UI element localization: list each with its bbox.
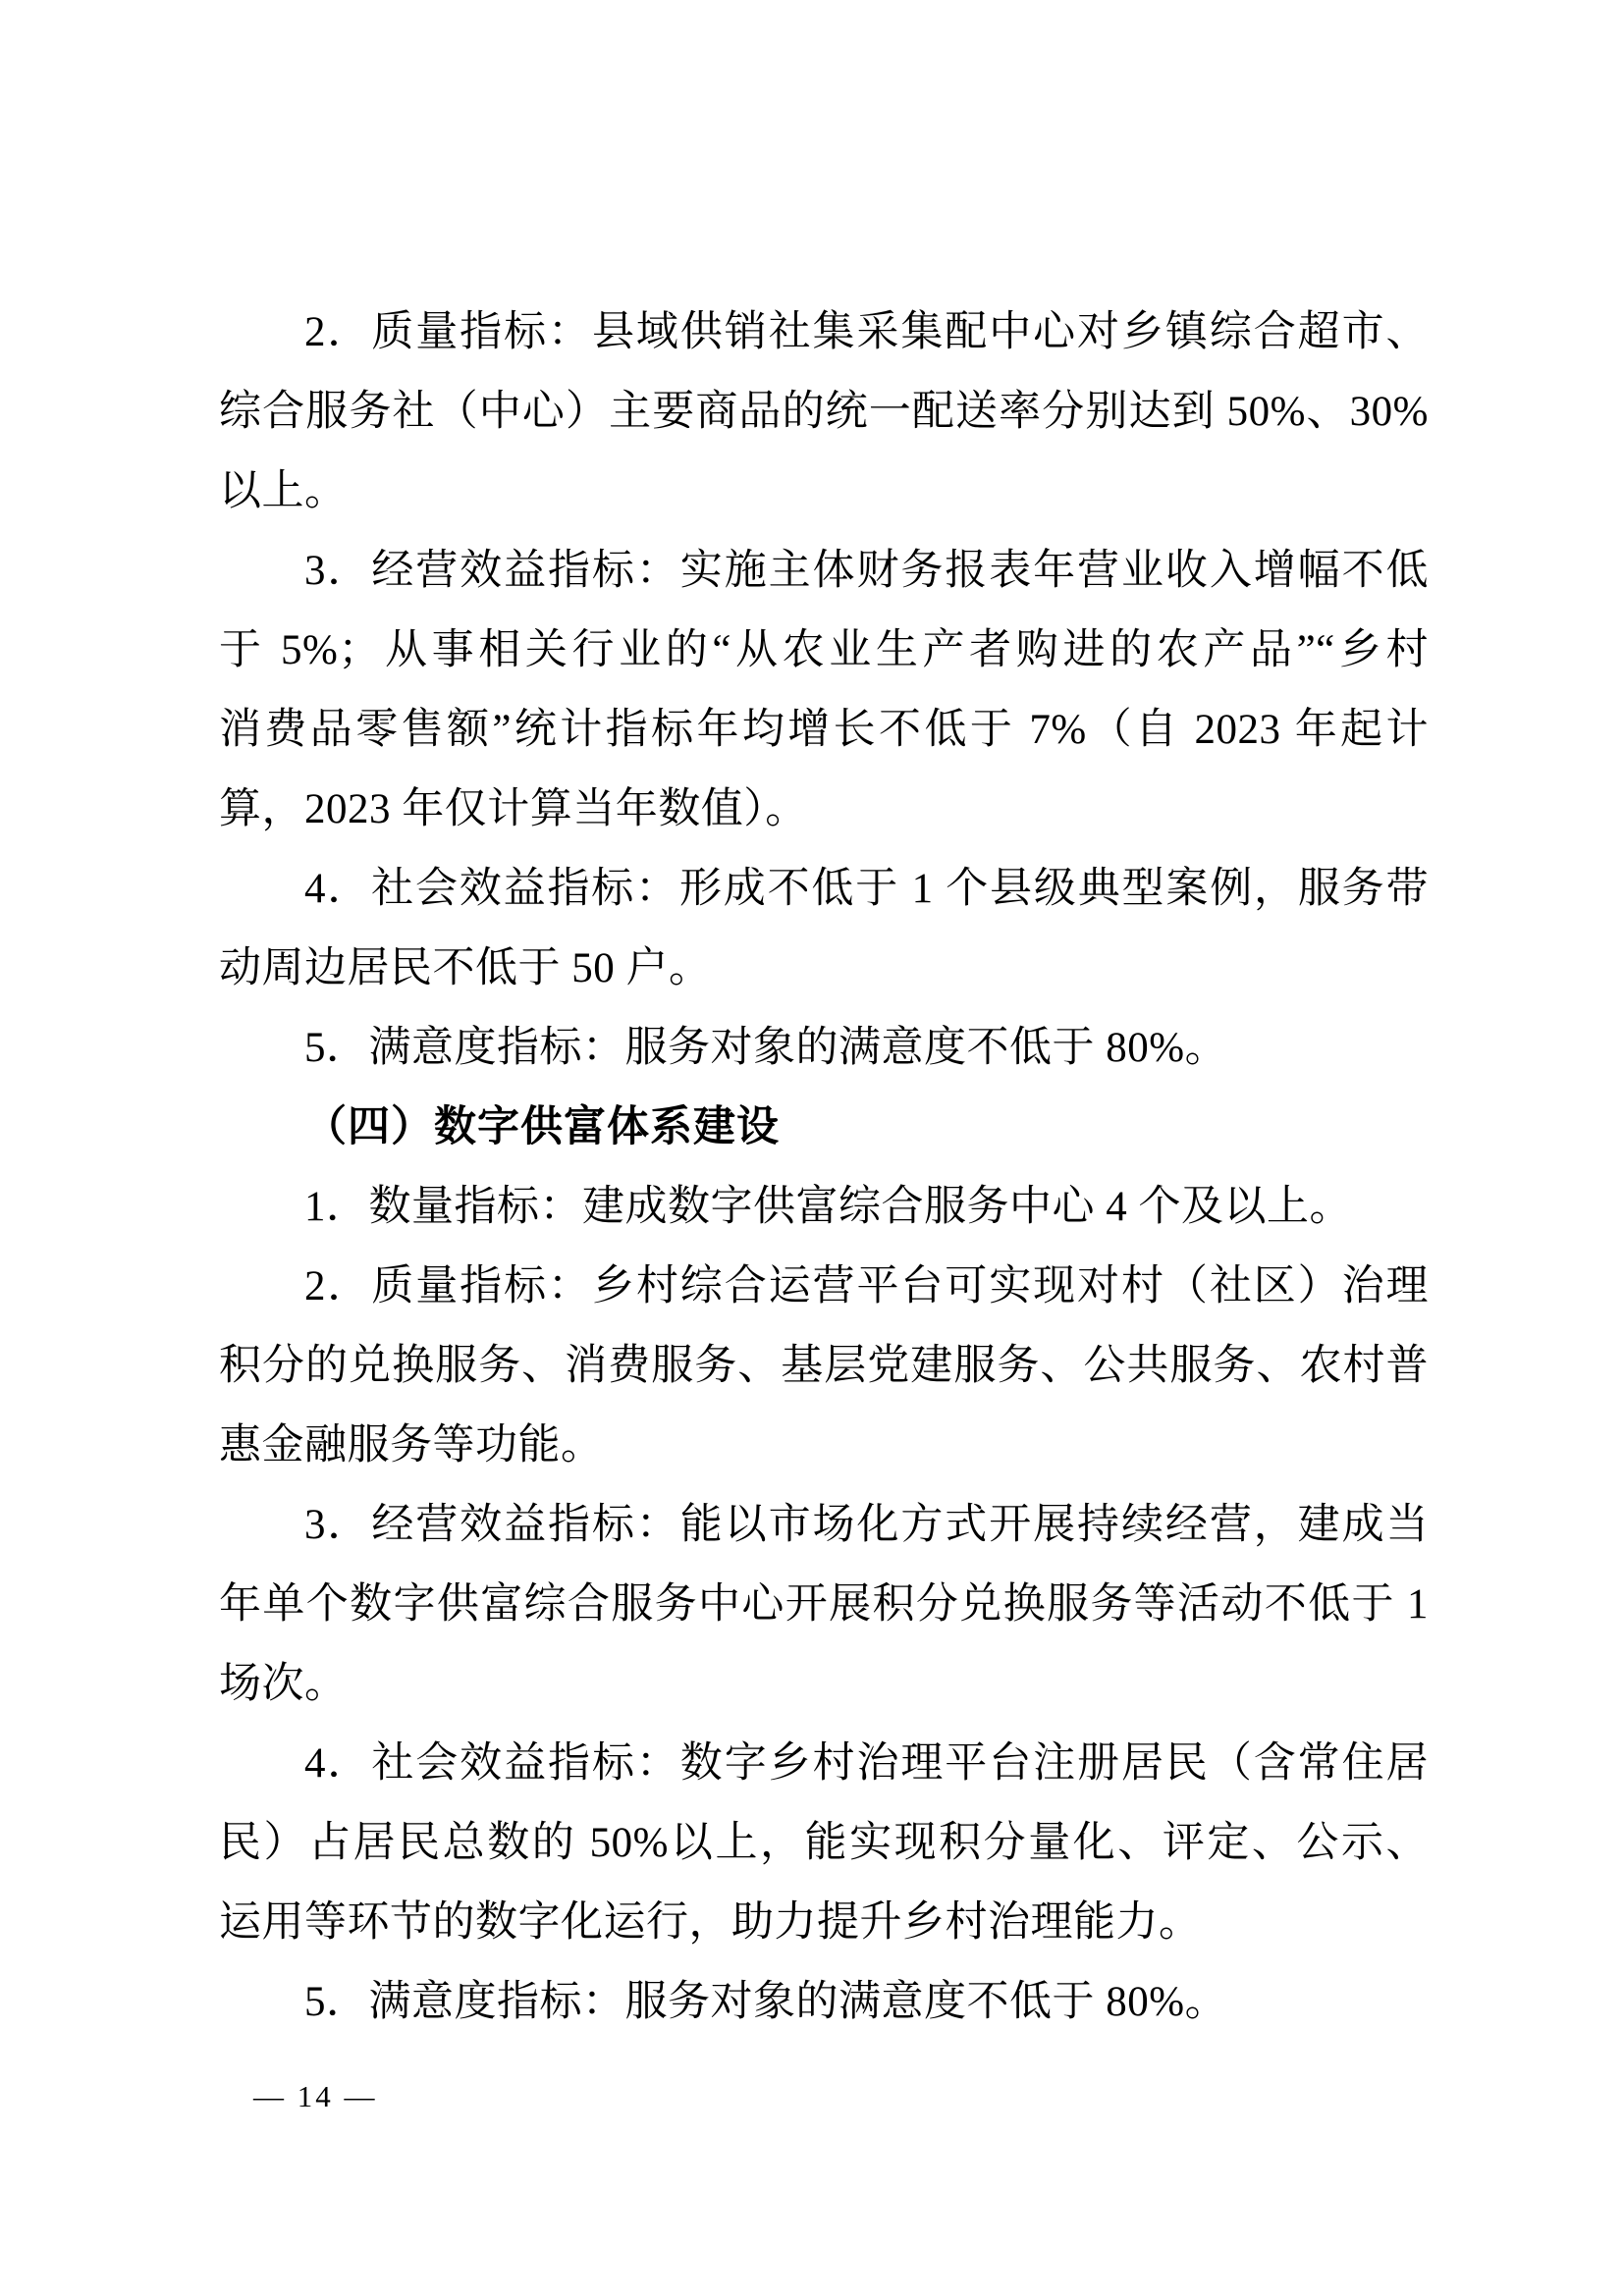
paragraph <box>219 293 1429 531</box>
text-line: 消费品零售额”统计指标年均增长不低于 7%（自 2023 年起计 <box>219 707 1429 753</box>
text-line: 动周边居民不低于 50 户。 <box>219 945 712 991</box>
text-line: 惠金融服务等功能。 <box>219 1422 604 1468</box>
text-line: 综合服务社（中心）主要商品的统一配送率分别达到 50%、30% <box>219 389 1429 435</box>
text-line: 场次。 <box>219 1661 348 1707</box>
text-line: （四）数字供富体系建设 <box>304 1104 780 1150</box>
text-line: 算，2023 年仅计算当年数值）。 <box>219 786 808 832</box>
text-line: 2．质量指标：县域供销社集采集配中心对乡镇综合超市、 <box>304 309 1429 355</box>
paragraph <box>219 1167 1429 1247</box>
text-line: 5．满意度指标：服务对象的满意度不低于 80%。 <box>304 1979 1228 2025</box>
text-line: 以上。 <box>219 468 348 514</box>
paragraph <box>219 1724 1429 1962</box>
text-line: 4．社会效益指标：形成不低于 1 个县级典型案例，服务带 <box>304 866 1429 912</box>
paragraph <box>219 849 1429 1008</box>
text-line: 运用等环节的数字化运行，助力提升乡村治理能力。 <box>219 1899 1202 1946</box>
document-body <box>219 293 1429 2042</box>
section-heading <box>219 1088 1429 1167</box>
text-line: 4．社会效益指标：数字乡村治理平台注册居民（含常住居 <box>304 1740 1429 1787</box>
paragraph <box>219 1008 1429 1088</box>
text-line: 民）占居民总数的 50%以上，能实现积分量化、评定、公示、 <box>219 1820 1429 1866</box>
text-line: 于 5%；从事相关行业的“从农业生产者购进的农产品”“乡村 <box>219 627 1429 673</box>
text-line: 3．经营效益指标：实施主体财务报表年营业收入增幅不低 <box>304 548 1429 594</box>
paragraph <box>219 531 1429 849</box>
paragraph <box>219 1962 1429 2042</box>
text-line: 5．满意度指标：服务对象的满意度不低于 80%。 <box>304 1025 1228 1071</box>
text-line: 年单个数字供富综合服务中心开展积分兑换服务等活动不低于 1 <box>219 1581 1429 1628</box>
paragraph <box>219 1247 1429 1485</box>
text-line: 2．质量指标：乡村综合运营平台可实现对村（社区）治理 <box>304 1263 1429 1309</box>
page-number: — 14 — <box>253 2079 378 2113</box>
text-line: 1．数量指标：建成数字供富综合服务中心 4 个及以上。 <box>304 1184 1352 1230</box>
paragraph <box>219 1485 1429 1724</box>
text-line: 积分的兑换服务、消费服务、基层党建服务、公共服务、农村普 <box>219 1343 1429 1389</box>
text-line: 3．经营效益指标：能以市场化方式开展持续经营，建成当 <box>304 1502 1429 1548</box>
